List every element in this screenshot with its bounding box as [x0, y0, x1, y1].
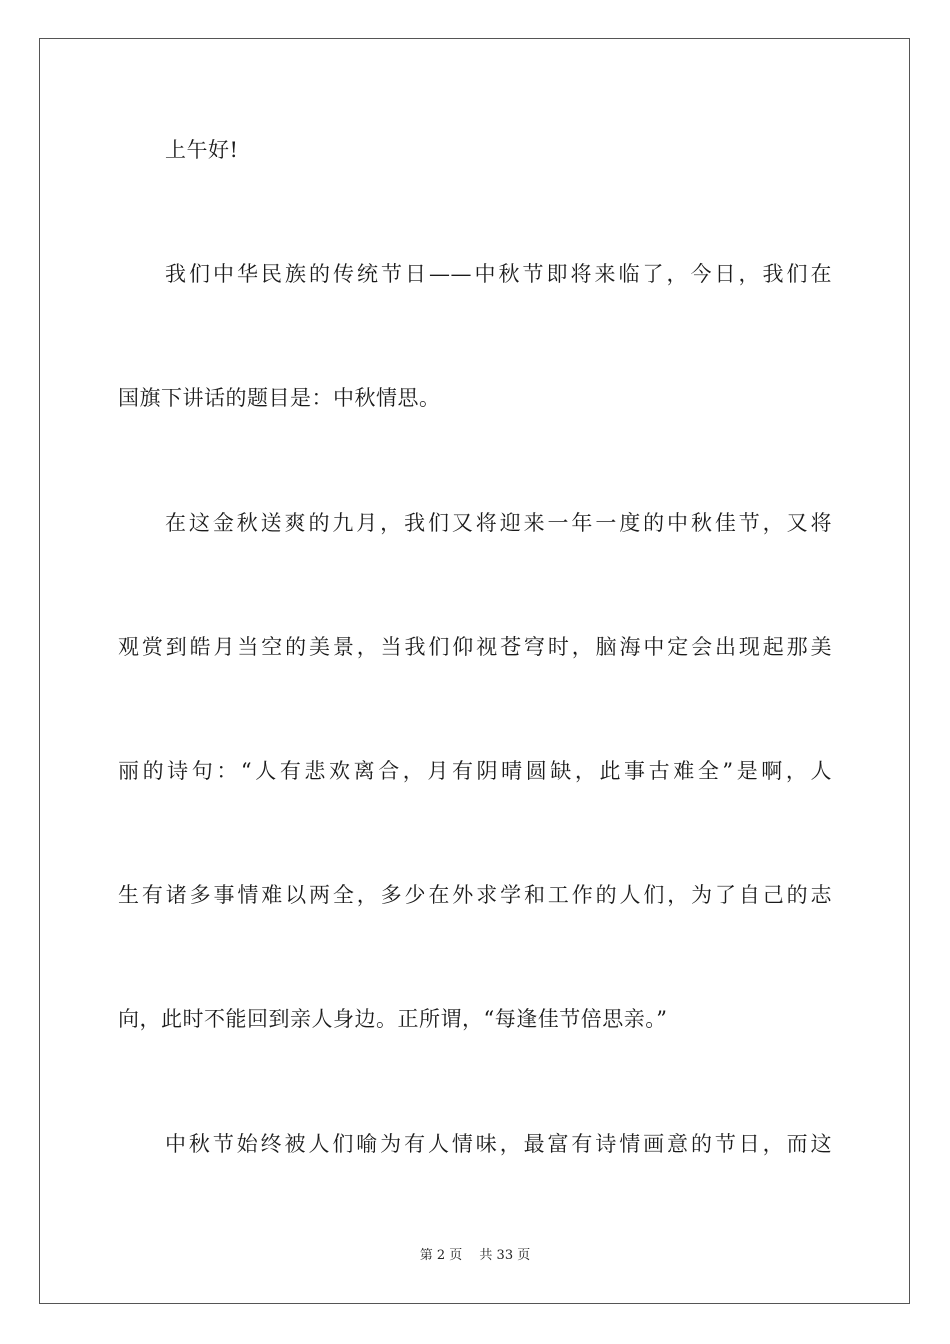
paragraph-2-line-1: 在这金秋送爽的九月，我们又将迎来一年一度的中秋佳节，又将 [165, 511, 832, 535]
page-border [39, 38, 910, 1304]
paragraph-1-line-1: 我们中华民族的传统节日——中秋节即将来临了，今日，我们在 [165, 262, 832, 286]
paragraph-2-line-3: 丽的诗句：“人有悲欢离合，月有阴晴圆缺，此事古难全”是啊，人 [118, 759, 832, 783]
paragraph-2-line-2: 观赏到皓月当空的美景，当我们仰视苍穹时，脑海中定会出现起那美 [118, 635, 832, 659]
paragraph-2-line-5: 向，此时不能回到亲人身边。正所谓，“每逢佳节倍思亲。” [118, 1007, 668, 1031]
paragraph-3-line-1: 中秋节始终被人们喻为有人情味，最富有诗情画意的节日，而这 [165, 1132, 832, 1156]
paragraph-1-line-2: 国旗下讲话的题目是：中秋情思。 [118, 386, 441, 410]
page-number-footer: 第 2 页 共 33 页 [419, 1248, 531, 1263]
greeting-line: 上午好! [165, 138, 239, 162]
paragraph-2-line-4: 生有诸多事情难以两全，多少在外求学和工作的人们，为了自己的志 [118, 883, 832, 907]
